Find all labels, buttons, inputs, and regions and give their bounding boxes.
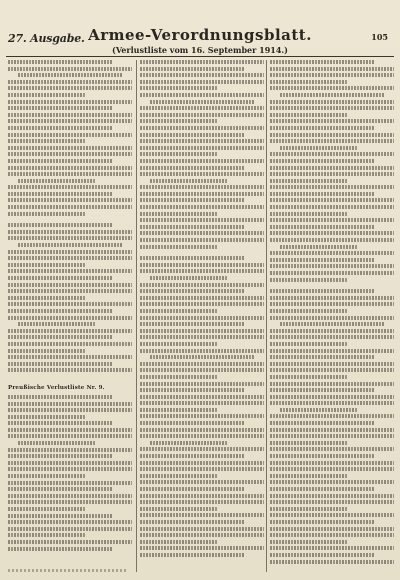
text-line — [150, 100, 254, 104]
text-line — [140, 540, 217, 544]
text-line — [140, 362, 264, 366]
text-column-right — [270, 60, 394, 572]
text-line — [270, 113, 347, 117]
text-line — [140, 342, 217, 346]
text-line — [8, 428, 132, 432]
text-line — [8, 533, 85, 537]
text-line — [140, 198, 244, 202]
text-line — [270, 166, 394, 170]
text-line — [140, 93, 264, 97]
text-line — [140, 421, 244, 425]
text-line — [270, 375, 347, 379]
text-line — [270, 159, 374, 163]
text-line — [140, 533, 264, 537]
text-line — [8, 126, 112, 130]
text-line — [140, 467, 264, 471]
text-line — [8, 100, 132, 104]
text-line — [270, 271, 394, 275]
text-line — [140, 113, 264, 117]
text-line — [270, 500, 394, 504]
text-line — [270, 172, 394, 176]
text-line — [270, 546, 394, 550]
text-line — [270, 533, 394, 537]
text-line — [140, 480, 264, 484]
text-line — [8, 302, 132, 306]
text-line — [270, 349, 394, 353]
text-line — [270, 520, 374, 524]
text-line — [270, 414, 394, 418]
text-line — [140, 335, 264, 339]
column-divider — [136, 60, 137, 572]
text-line — [270, 553, 374, 557]
text-line — [8, 60, 112, 64]
text-line — [18, 322, 95, 326]
text-line — [140, 296, 264, 300]
text-line — [150, 355, 254, 359]
text-line — [140, 172, 264, 176]
text-line — [270, 513, 394, 517]
text-line — [270, 355, 374, 359]
text-line — [270, 395, 394, 399]
text-line — [280, 93, 384, 97]
text-line — [8, 335, 112, 339]
text-line — [140, 212, 217, 216]
text-line — [270, 289, 374, 293]
text-line — [8, 133, 132, 137]
text-line — [140, 205, 264, 209]
text-line — [140, 86, 217, 90]
text-line — [8, 269, 132, 273]
text-line — [140, 513, 264, 517]
text-line — [8, 113, 132, 117]
text-line — [270, 428, 394, 432]
text-line — [270, 238, 394, 242]
edition-number: 27. Ausgabe. — [8, 32, 85, 45]
text-line — [270, 487, 374, 491]
text-line — [270, 212, 347, 216]
text-line — [140, 60, 264, 64]
text-line — [140, 322, 244, 326]
text-line — [150, 276, 227, 280]
text-line — [140, 382, 264, 386]
text-line — [270, 447, 394, 451]
text-line — [8, 494, 132, 498]
text-line — [140, 80, 264, 84]
text-line — [280, 146, 357, 150]
text-line — [8, 263, 85, 267]
text-line — [270, 382, 394, 386]
text-line — [270, 198, 394, 202]
text-line — [270, 474, 347, 478]
text-line — [150, 179, 227, 183]
text-line — [270, 218, 394, 222]
text-line — [140, 316, 264, 320]
text-line — [270, 80, 347, 84]
text-line — [140, 67, 244, 71]
text-line — [270, 106, 394, 110]
text-line — [270, 205, 394, 209]
text-line — [270, 139, 394, 143]
text-line — [8, 67, 132, 71]
text-line — [140, 166, 244, 170]
text-column-middle — [140, 60, 264, 572]
text-line — [280, 408, 357, 412]
text-line — [150, 441, 227, 445]
text-line — [270, 60, 374, 64]
text-line — [140, 461, 264, 465]
text-line — [8, 198, 132, 202]
text-line — [140, 218, 264, 222]
text-line — [8, 152, 132, 156]
text-line — [8, 520, 132, 524]
text-line — [8, 230, 132, 234]
text-line — [140, 546, 264, 550]
text-line — [270, 560, 394, 564]
text-line — [270, 73, 394, 77]
text-line — [270, 461, 394, 465]
text-line — [8, 329, 132, 333]
text-line — [140, 238, 264, 242]
text-line — [270, 494, 394, 498]
text-line — [140, 245, 217, 249]
text-line — [270, 454, 374, 458]
text-line — [140, 507, 217, 511]
text-line — [270, 309, 347, 313]
text-line — [8, 461, 132, 465]
text-line — [140, 375, 217, 379]
text-line — [8, 362, 112, 366]
text-line — [270, 335, 394, 339]
text-line — [270, 152, 394, 156]
text-line — [8, 454, 112, 458]
footer-text-line — [8, 569, 128, 572]
text-line — [8, 93, 85, 97]
text-line — [140, 494, 264, 498]
text-line — [140, 185, 264, 189]
text-line — [140, 487, 244, 491]
text-line — [8, 106, 112, 110]
text-line — [18, 441, 95, 445]
text-line — [8, 349, 85, 353]
text-line — [270, 225, 374, 229]
text-line — [8, 146, 132, 150]
text-line — [270, 342, 347, 346]
text-line — [270, 507, 347, 511]
text-line — [8, 481, 132, 485]
text-line — [270, 368, 394, 372]
text-line — [140, 553, 244, 557]
text-line — [270, 100, 394, 104]
text-line — [8, 547, 112, 551]
text-line — [270, 133, 394, 137]
text-line — [8, 283, 132, 287]
text-line — [270, 388, 374, 392]
text-line — [140, 146, 264, 150]
text-line — [8, 205, 132, 209]
text-line — [8, 507, 85, 511]
text-line — [18, 179, 95, 183]
text-line — [140, 520, 244, 524]
text-line — [8, 355, 132, 359]
text-line — [8, 289, 132, 293]
text-line — [270, 179, 347, 183]
text-line — [270, 192, 374, 196]
text-line — [8, 86, 132, 90]
text-column-left — [8, 60, 132, 572]
text-line — [8, 368, 132, 372]
text-line — [8, 185, 132, 189]
text-line — [8, 309, 112, 313]
text-line — [8, 474, 85, 478]
text-line — [140, 434, 264, 438]
text-line — [270, 434, 394, 438]
text-line — [140, 139, 264, 143]
text-line — [8, 487, 112, 491]
text-line — [140, 454, 244, 458]
text-line — [8, 236, 132, 240]
text-line — [270, 119, 394, 123]
text-line — [8, 395, 112, 399]
text-line — [140, 159, 264, 163]
text-line — [140, 401, 264, 405]
text-line — [270, 480, 394, 484]
text-line — [270, 251, 394, 255]
text-line — [140, 152, 217, 156]
text-line — [140, 329, 264, 333]
text-line — [140, 309, 217, 313]
text-line — [270, 441, 347, 445]
text-line — [8, 527, 132, 531]
text-line — [270, 527, 394, 531]
text-line — [8, 467, 132, 471]
text-line — [8, 415, 85, 419]
text-line — [280, 245, 357, 249]
text-line — [270, 264, 394, 268]
text-line — [270, 540, 347, 544]
text-line — [8, 402, 132, 406]
header-rule — [6, 56, 394, 57]
text-line — [8, 159, 112, 163]
text-line — [8, 434, 132, 438]
text-line — [140, 428, 264, 432]
text-line — [280, 322, 384, 326]
page-header — [0, 0, 400, 55]
text-line — [270, 401, 394, 405]
text-line — [8, 192, 112, 196]
text-line — [270, 296, 394, 300]
text-line — [8, 250, 132, 254]
text-line — [140, 119, 217, 123]
text-line — [8, 500, 132, 504]
text-line — [270, 302, 394, 306]
text-line — [8, 212, 85, 216]
text-line — [140, 500, 264, 504]
text-line — [8, 223, 112, 227]
text-line — [8, 119, 132, 123]
section-heading: Preußische Verlustliste Nr. 9. — [8, 384, 105, 391]
text-line — [270, 185, 394, 189]
text-line — [8, 408, 132, 412]
text-line — [8, 342, 132, 346]
text-line — [270, 278, 347, 282]
text-line — [140, 126, 264, 130]
text-line — [270, 329, 394, 333]
text-line — [140, 106, 264, 110]
text-line — [140, 192, 264, 196]
page-number: 105 — [371, 32, 388, 42]
text-line — [140, 527, 264, 531]
text-line — [8, 316, 132, 320]
text-line — [270, 316, 394, 320]
text-line — [8, 514, 112, 518]
text-line — [8, 540, 132, 544]
text-line — [140, 256, 244, 260]
text-line — [140, 289, 244, 293]
text-line — [140, 225, 244, 229]
text-line — [140, 447, 264, 451]
text-line — [140, 263, 264, 267]
text-line — [140, 349, 264, 353]
text-line — [270, 67, 394, 71]
text-line — [8, 139, 85, 143]
text-line — [8, 421, 112, 425]
masthead-title: Armee-Verordnungsblatt. — [88, 26, 312, 44]
text-line — [140, 302, 264, 306]
text-line — [140, 269, 264, 273]
text-line — [8, 296, 85, 300]
text-line — [270, 467, 394, 471]
text-line — [140, 474, 217, 478]
text-line — [140, 368, 264, 372]
text-line — [140, 73, 264, 77]
text-line — [140, 388, 244, 392]
text-line — [270, 258, 374, 262]
text-line — [8, 166, 132, 170]
text-line — [8, 448, 132, 452]
text-line — [140, 408, 217, 412]
text-line — [140, 414, 264, 418]
text-line — [140, 231, 264, 235]
text-line — [8, 256, 132, 260]
text-line — [8, 276, 112, 280]
text-line — [270, 231, 394, 235]
masthead-subtitle: (Verlustliste vom 16. September 1914.) — [112, 45, 288, 55]
text-line — [140, 283, 264, 287]
text-line — [270, 421, 374, 425]
text-line — [140, 133, 244, 137]
text-line — [270, 126, 374, 130]
text-line — [140, 395, 264, 399]
text-line — [18, 73, 122, 77]
text-line — [270, 362, 394, 366]
text-line — [8, 172, 132, 176]
text-line — [18, 243, 122, 247]
text-line — [8, 80, 132, 84]
text-line — [270, 86, 394, 90]
column-divider — [266, 60, 267, 572]
